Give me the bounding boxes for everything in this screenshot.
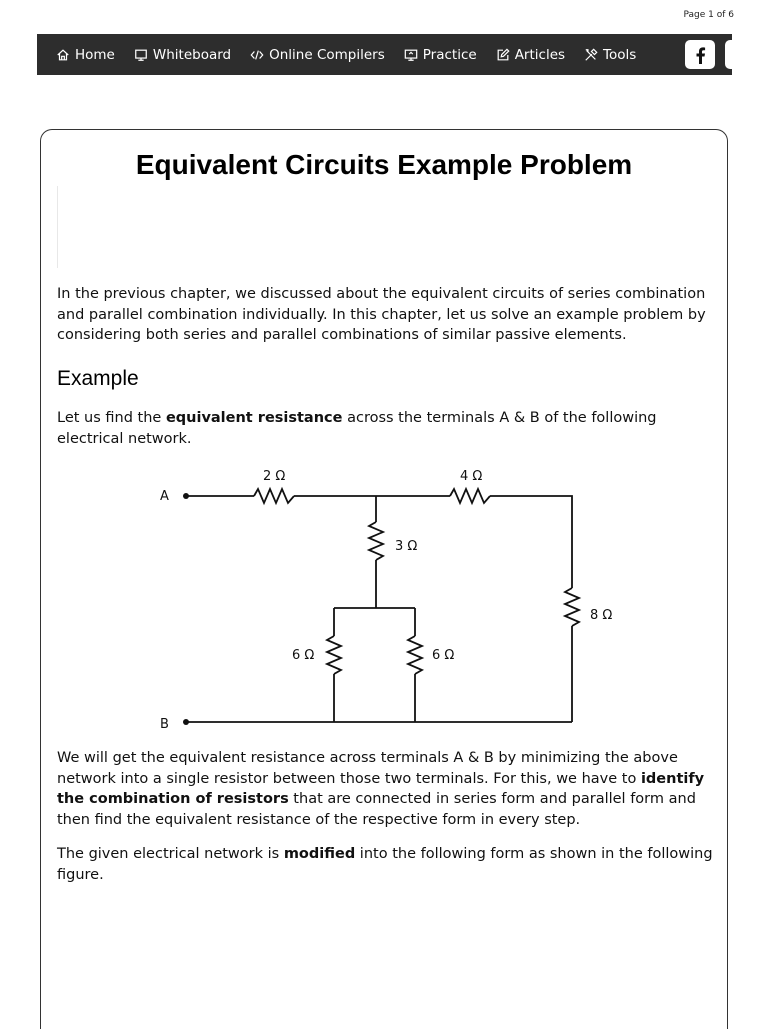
r6-label: 8 Ω bbox=[590, 608, 613, 623]
nav-online-compilers-label: Online Compilers bbox=[269, 46, 385, 63]
p3-text-b: into the following form as shown in the following figure. bbox=[57, 846, 713, 883]
wire-mid-to-branch bbox=[334, 560, 415, 608]
resistor-6ohm-left bbox=[327, 636, 341, 674]
top-navbar bbox=[37, 34, 732, 75]
nav-tools[interactable] bbox=[584, 47, 636, 63]
terminal-b-dot bbox=[183, 719, 189, 725]
r5-label: 6 Ω bbox=[432, 648, 455, 663]
p3-bold: modified bbox=[283, 846, 356, 862]
tools-icon bbox=[584, 48, 598, 62]
facebook-button[interactable] bbox=[685, 40, 715, 69]
r1-label: 2 Ω bbox=[263, 469, 286, 484]
nav-practice-label: Practice bbox=[422, 46, 477, 63]
resistor-6ohm-right bbox=[408, 636, 422, 674]
example-heading: Example bbox=[57, 367, 139, 390]
p2-text-b: that are connected in series form and parallel form and then find the equivalent resistance of the respective form in every step. bbox=[57, 791, 696, 828]
nav-online-compilers[interactable] bbox=[250, 47, 385, 63]
facebook-icon bbox=[693, 46, 707, 64]
terminal-b-label: B bbox=[160, 717, 169, 732]
nav-home-label: Home bbox=[75, 46, 115, 63]
whiteboard-icon bbox=[134, 48, 148, 62]
explanation-paragraph bbox=[57, 748, 713, 830]
nav-practice[interactable] bbox=[404, 47, 477, 63]
r4-label: 6 Ω bbox=[292, 648, 315, 663]
resistor-3ohm bbox=[369, 522, 383, 560]
monitor-icon bbox=[404, 48, 418, 62]
social-button-partial[interactable] bbox=[725, 40, 732, 69]
home-icon bbox=[56, 48, 70, 62]
modified-paragraph bbox=[57, 844, 713, 885]
example-paragraph bbox=[57, 408, 713, 449]
nav-home[interactable] bbox=[56, 47, 115, 63]
resistor-8ohm bbox=[565, 588, 579, 626]
p2-text-a: We will get the equivalent resistance across terminals A & B by minimizing the above network into a single resistor between those two terminals. For this, we have to bbox=[57, 750, 678, 787]
nav-whiteboard[interactable] bbox=[134, 47, 231, 63]
page-indicator: Page 1 of 6 bbox=[683, 10, 734, 20]
intro-paragraph: In the previous chapter, we discussed about the equivalent circuits of series combination and parallel combination individually. In this chapter, let us solve an example problem by considering both series and parallel combinations of similar passive elements. bbox=[57, 286, 706, 343]
resistor-4ohm bbox=[450, 489, 490, 503]
p1-bold: equivalent resistance bbox=[165, 410, 343, 426]
nav-tools-label: Tools bbox=[603, 46, 637, 63]
p1-text-b: across the terminals A & B of the following electrical network. bbox=[57, 410, 657, 447]
nav-whiteboard-label: Whiteboard bbox=[152, 46, 232, 63]
r2-label: 4 Ω bbox=[460, 469, 483, 484]
terminal-a-label: A bbox=[160, 489, 169, 504]
resistor-2ohm bbox=[254, 489, 294, 503]
p1-text-a: Let us find the bbox=[57, 410, 166, 426]
nav-articles-label: Articles bbox=[514, 46, 566, 63]
r3-label: 3 Ω bbox=[395, 539, 418, 554]
code-icon bbox=[250, 48, 264, 62]
p2-bold: identify the combination of resistors bbox=[57, 770, 705, 807]
ad-placeholder bbox=[57, 186, 713, 268]
nav-articles[interactable] bbox=[496, 47, 565, 63]
terminal-a-dot bbox=[183, 493, 189, 499]
circuit-diagram bbox=[150, 460, 630, 740]
wire-top-right bbox=[490, 496, 572, 588]
p3-text-a: The given electrical network is bbox=[57, 846, 284, 862]
edit-icon bbox=[496, 48, 510, 62]
page-title: Equivalent Circuits Example Problem bbox=[135, 149, 633, 180]
